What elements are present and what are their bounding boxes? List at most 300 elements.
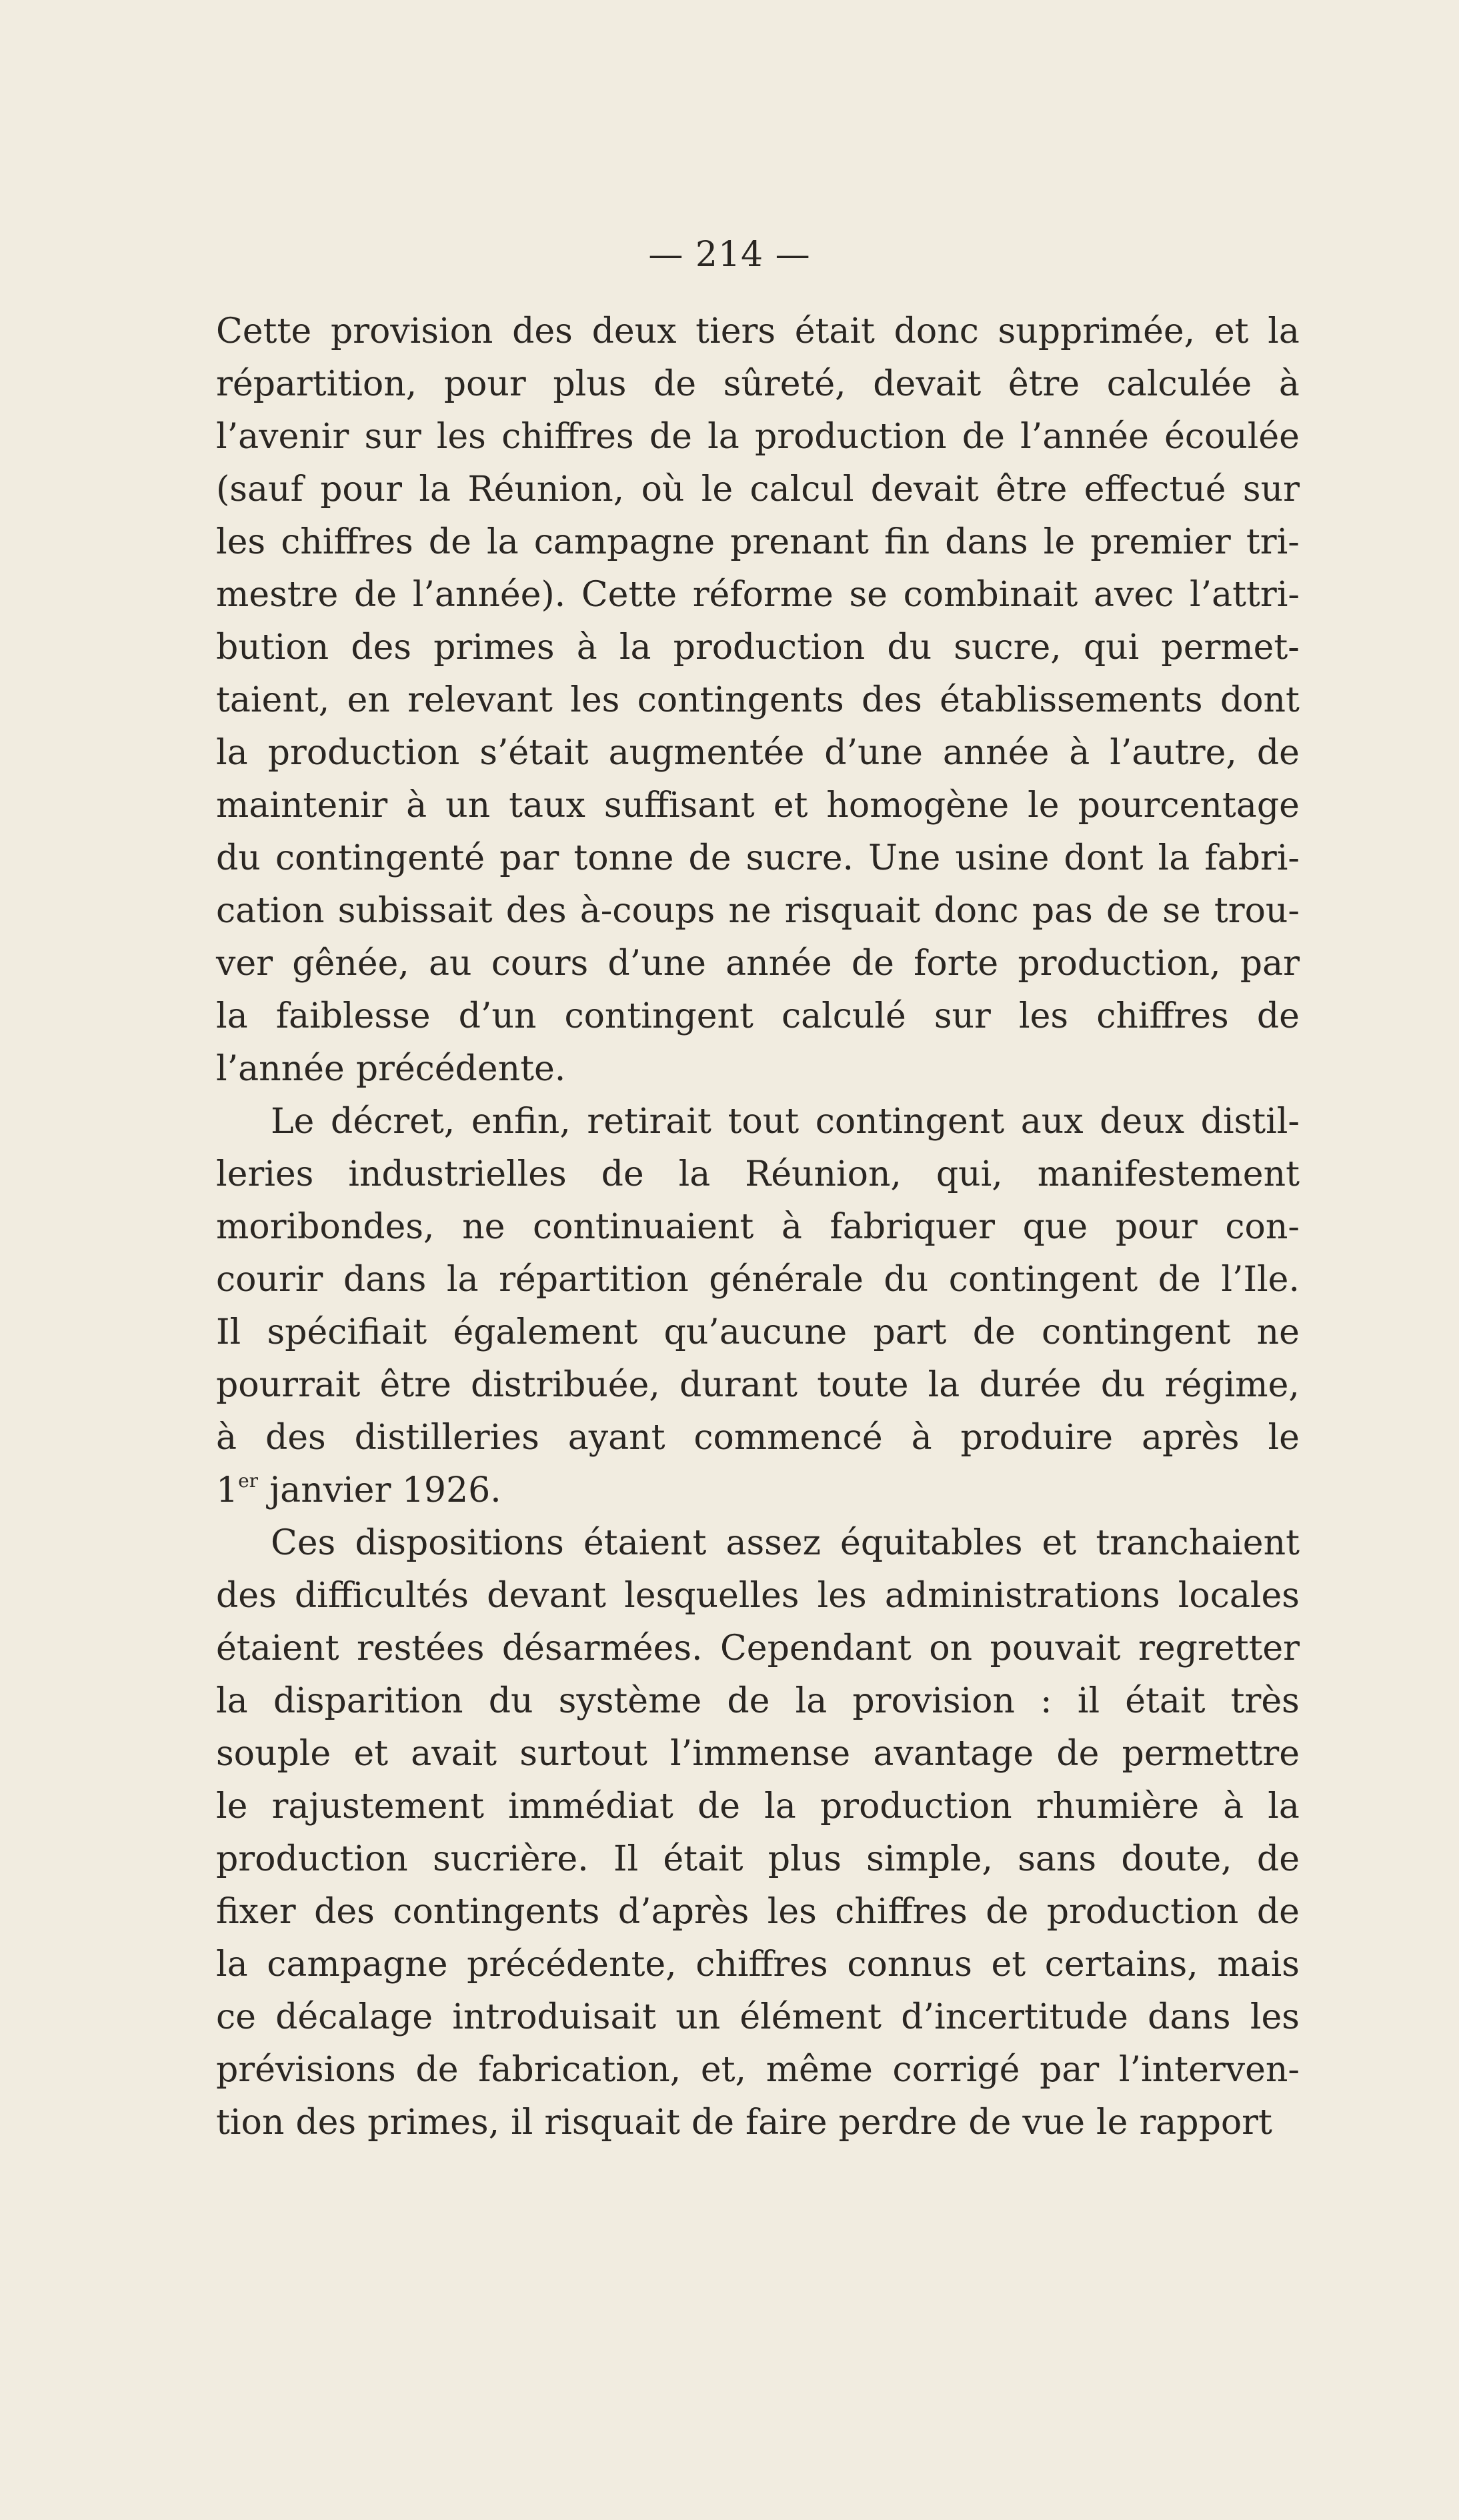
word: production (1046, 1892, 1239, 1932)
text-line-date (216, 1464, 1300, 1517)
word: et (1214, 311, 1249, 351)
word: fabrication, (478, 2050, 681, 2090)
word: par (1240, 944, 1300, 984)
word: l’année (1020, 417, 1149, 457)
word: le (1096, 2103, 1128, 2143)
word: d’une (824, 733, 923, 773)
word: permettre (1122, 1734, 1300, 1774)
date-fragment: 1er (216, 1470, 259, 1510)
word: de (1256, 1892, 1300, 1932)
word: pour (1115, 1207, 1198, 1247)
word: des (351, 627, 411, 668)
word: la (486, 522, 519, 562)
text-line (216, 305, 1300, 358)
word: était (663, 1839, 744, 1879)
word: année (725, 944, 832, 984)
word: de (653, 364, 697, 404)
word: deux (591, 311, 677, 351)
word: des (216, 1576, 277, 1616)
word: de (986, 1892, 1029, 1932)
word: à (576, 627, 597, 668)
word: fixer (216, 1892, 296, 1932)
word: la (446, 1260, 479, 1300)
word: contingent (948, 1260, 1138, 1300)
text-line (216, 2044, 1300, 2097)
word: de (851, 944, 894, 984)
word: Cette (216, 311, 312, 351)
text-line (216, 780, 1300, 832)
word: des (862, 680, 922, 720)
word: distil- (1200, 1102, 1300, 1142)
word: contingent (1042, 1312, 1231, 1352)
word: disparition (273, 1681, 463, 1721)
word: de (688, 838, 732, 878)
word: après (1141, 1418, 1240, 1458)
word: par (1040, 2050, 1100, 2090)
word: enfin, (471, 1102, 571, 1142)
word: immédiat (507, 1786, 673, 1826)
word: être (1008, 364, 1080, 404)
word: cours (491, 944, 589, 984)
word: les (767, 1892, 817, 1932)
word: de (601, 1154, 644, 1194)
text-line (216, 938, 1300, 990)
word: durée (979, 1365, 1082, 1405)
word: la (764, 1786, 796, 1826)
word: toute (817, 1365, 909, 1405)
word: la (928, 1365, 960, 1405)
word: générale (709, 1260, 864, 1300)
word: tout (727, 1102, 800, 1142)
word: campagne (533, 522, 715, 562)
text-line (216, 1359, 1300, 1412)
word: tranchaient (1096, 1523, 1300, 1563)
word: les (436, 417, 486, 457)
word: production (267, 733, 460, 773)
word: plus (768, 1839, 842, 1879)
word: calcul (750, 469, 854, 509)
word: production (754, 417, 947, 457)
text-line (216, 674, 1300, 727)
word: sans (1018, 1839, 1097, 1879)
word: du (887, 627, 932, 668)
word: qui, (936, 1154, 1003, 1194)
word: maintenir (216, 786, 388, 826)
word: chiffres (501, 417, 634, 457)
word: bution (216, 627, 329, 668)
word: sucrière. (432, 1839, 589, 1879)
word: de (428, 522, 471, 562)
word: et (1042, 1523, 1077, 1563)
word: manifestement (1037, 1154, 1300, 1194)
word: à (1278, 364, 1300, 404)
word: risquait (544, 2103, 680, 2143)
word: rajustement (271, 1786, 484, 1826)
word: où (641, 469, 685, 509)
word: les (817, 1576, 867, 1616)
word: de (415, 2050, 459, 2090)
word: établissements (940, 680, 1203, 720)
word: élément (740, 1997, 882, 2037)
word: chiffres (695, 1945, 828, 1985)
word: il (1077, 1681, 1100, 1721)
word: de (649, 417, 692, 457)
word: Cette (581, 575, 677, 615)
word: Il (613, 1839, 639, 1879)
word: système (558, 1681, 702, 1721)
word: de (353, 575, 397, 615)
word: l’avenir (216, 417, 349, 457)
word: difficultés (294, 1576, 469, 1616)
word: courir (216, 1260, 323, 1300)
word: primes (433, 627, 555, 668)
word: d’un (458, 996, 537, 1036)
word: contingents (393, 1892, 600, 1932)
text-line (216, 463, 1300, 516)
word: l’Ile. (1221, 1260, 1300, 1300)
text-line (216, 832, 1300, 885)
word: à (1223, 1786, 1244, 1826)
word: de (1256, 1839, 1300, 1879)
word: taux (509, 786, 585, 826)
word: s’était (479, 733, 589, 773)
word: sûreté, (723, 364, 846, 404)
word: continuaient (533, 1207, 754, 1247)
word: les (570, 680, 620, 720)
word: chiffres (281, 522, 413, 562)
word: étaient (583, 1523, 707, 1563)
word: à (216, 1418, 237, 1458)
word: deux (1100, 1102, 1185, 1142)
word: souple (216, 1734, 331, 1774)
text-line (216, 1728, 1300, 1780)
text-line (216, 1306, 1300, 1359)
word: commencé (693, 1418, 883, 1458)
word: homogène (826, 786, 1010, 826)
word: être (379, 1365, 451, 1405)
word: tion (216, 2103, 285, 2143)
word: subissait (337, 891, 493, 931)
word: la (707, 417, 740, 457)
word: répartition (499, 1260, 689, 1300)
word: certains, (1044, 1945, 1198, 1985)
word: avait (411, 1734, 497, 1774)
word: prévisions (216, 2050, 396, 2090)
word: calculé (781, 996, 906, 1036)
word: la (216, 996, 248, 1036)
word: et (353, 1734, 389, 1774)
word: la (216, 733, 248, 773)
word: augmentée (608, 733, 805, 773)
word: et (991, 1945, 1026, 1985)
word: de (697, 1786, 741, 1826)
word: de (962, 417, 1005, 457)
word: d’une (607, 944, 706, 984)
word: plus (553, 364, 627, 404)
word: de (1256, 733, 1300, 773)
text-line (216, 1570, 1300, 1622)
word: de (968, 2103, 1012, 2143)
word: le (1028, 786, 1060, 826)
word: sucre. (746, 838, 854, 878)
word: avec (1094, 575, 1174, 615)
word: perdre (838, 2103, 958, 2143)
word: cation (216, 891, 325, 931)
word: le (701, 469, 734, 509)
word: part (873, 1312, 947, 1352)
text-line (216, 1096, 1300, 1148)
word: sur (364, 417, 421, 457)
word: la (1268, 311, 1300, 351)
word: précédente, (467, 1945, 677, 1985)
word: ne (728, 891, 772, 931)
word: (sauf (216, 469, 303, 509)
body-text (216, 305, 1300, 2149)
word: contingent (564, 996, 754, 1036)
word: on (929, 1628, 973, 1668)
word: durant (679, 1365, 798, 1405)
text-line (216, 1201, 1300, 1254)
word: répartition, (216, 364, 417, 404)
word: qu’aucune (663, 1312, 848, 1352)
word: était (1125, 1681, 1206, 1721)
date-rest: janvier 1926. (269, 1470, 501, 1510)
word: le (1043, 522, 1076, 562)
word: production, (1018, 944, 1221, 984)
word: spécifiait (267, 1312, 427, 1352)
word: taient, (216, 680, 330, 720)
word: dans (945, 522, 1028, 562)
text-line (216, 1886, 1300, 1939)
word: vue (1022, 2103, 1086, 2143)
page-number: — 214 — (648, 235, 811, 275)
word: régime, (1164, 1365, 1300, 1405)
text-line (216, 569, 1300, 621)
word: l’immense (670, 1734, 851, 1774)
word: la (216, 1681, 248, 1721)
text-line (216, 1939, 1300, 1991)
word: des (265, 1418, 326, 1458)
word: du (488, 1681, 533, 1721)
word: pas (1032, 891, 1093, 931)
word: fin (884, 522, 930, 562)
word: permet- (1161, 627, 1300, 668)
word: décalage (275, 1997, 433, 2037)
word: production (216, 1839, 408, 1879)
word: qui (1083, 627, 1140, 668)
word: se (849, 575, 888, 615)
word: pouvait (990, 1628, 1121, 1668)
word: devait (870, 469, 979, 509)
word: était (794, 311, 875, 351)
word: pour (320, 469, 403, 509)
text-line (216, 516, 1300, 569)
word: aux (1020, 1102, 1084, 1142)
word: faire (745, 2103, 828, 2143)
word: dans (343, 1260, 427, 1300)
word: rhumière (1036, 1786, 1199, 1826)
word: sur (1242, 469, 1300, 509)
word: à (1069, 733, 1090, 773)
word: fabriquer (830, 1207, 995, 1247)
word: les (216, 522, 266, 562)
word: ayant (567, 1418, 665, 1458)
word: chiffres (835, 1892, 968, 1932)
word: Cependant (720, 1628, 912, 1668)
word: mestre (216, 575, 339, 615)
word: donc (934, 891, 1019, 931)
word: l’autre, (1110, 733, 1237, 773)
word: pourcentage (1078, 786, 1300, 826)
word: ver (216, 944, 273, 984)
word: désarmées. (501, 1628, 703, 1668)
text-line (216, 1148, 1300, 1201)
word: relevant (407, 680, 553, 720)
word: contingents (637, 680, 844, 720)
word: simple, (866, 1839, 993, 1879)
word: les (1250, 1997, 1300, 2037)
word: fabri- (1204, 838, 1300, 878)
text-line (216, 1675, 1300, 1728)
word: : (1040, 1681, 1052, 1721)
word: produire (960, 1418, 1114, 1458)
text-line (216, 1622, 1300, 1675)
word: à-coups (579, 891, 715, 931)
word: par (499, 838, 559, 878)
text-line (216, 885, 1300, 938)
word: de (972, 1312, 1016, 1352)
word: lesquelles (624, 1576, 800, 1616)
word: forte (914, 944, 999, 984)
word: restées (356, 1628, 485, 1668)
text-line (216, 1517, 1300, 1570)
word: et, (700, 2050, 747, 2090)
word: les (1019, 996, 1069, 1036)
word: assez (725, 1523, 821, 1563)
word: et (773, 786, 808, 826)
word: décret, (330, 1102, 455, 1142)
word: de (1256, 996, 1300, 1036)
word: ne (1256, 1312, 1300, 1352)
word: devait (873, 364, 982, 404)
word: sur (934, 996, 991, 1036)
word: l’année). (412, 575, 566, 615)
word: corrigé (892, 2050, 1020, 2090)
word: de (691, 2103, 734, 2143)
word: également (453, 1312, 638, 1352)
word: gênée, (292, 944, 409, 984)
word: provision (852, 1681, 1015, 1721)
word: étaient (216, 1628, 339, 1668)
word: Il (216, 1312, 241, 1352)
word: administrations (884, 1576, 1160, 1616)
word: connus (847, 1945, 972, 1985)
word: à (406, 786, 427, 826)
word: dans (1148, 1997, 1231, 2037)
word: tiers (695, 311, 776, 351)
word: avantage (873, 1734, 1034, 1774)
word: con- (1225, 1207, 1300, 1247)
word: ne (462, 1207, 505, 1247)
word: des (314, 1892, 375, 1932)
word: le (1268, 1418, 1300, 1458)
word: la (1158, 838, 1190, 878)
word: la (1268, 1786, 1300, 1826)
text-line (216, 1254, 1300, 1306)
word: se (1162, 891, 1201, 931)
word: regretter (1138, 1628, 1300, 1668)
word: dispositions (355, 1523, 564, 1563)
word: contingent (815, 1102, 1005, 1142)
word: combinait (903, 575, 1078, 615)
word: prenant (730, 522, 869, 562)
word: réforme (692, 575, 834, 615)
word: du (884, 1260, 929, 1300)
word: introduisait (452, 1997, 657, 2037)
word: provision (330, 311, 493, 351)
word: le (216, 1786, 248, 1826)
word: campagne (267, 1945, 448, 1985)
word: tri- (1246, 522, 1300, 562)
word: premier (1090, 522, 1231, 562)
word: il (511, 2103, 533, 2143)
text-line (216, 1991, 1300, 2044)
word: pourrait (216, 1365, 361, 1405)
word: dont (1064, 838, 1144, 878)
word: suffisant (603, 786, 755, 826)
word: à (911, 1418, 932, 1458)
word: la (795, 1681, 828, 1721)
word: écoulée (1164, 417, 1300, 457)
word: risquait (784, 891, 921, 931)
word: primes, (367, 2103, 500, 2143)
text-line (216, 1780, 1300, 1833)
word: chiffres (1096, 996, 1229, 1036)
word: retirait (587, 1102, 711, 1142)
word: effectué (1084, 469, 1226, 509)
word: trou- (1214, 891, 1300, 931)
text-line (216, 1412, 1300, 1464)
word: Une (868, 838, 941, 878)
word: que (1022, 1207, 1088, 1247)
word: au (429, 944, 472, 984)
word: de (1158, 1260, 1201, 1300)
word: dont (1220, 680, 1300, 720)
text-line (216, 727, 1300, 780)
word: la (419, 469, 451, 509)
word: être (996, 469, 1068, 509)
word: moribondes, (216, 1207, 435, 1247)
word: usine (955, 838, 1050, 878)
text-line (216, 2097, 1300, 2149)
word: de (1106, 891, 1150, 931)
word: la (678, 1154, 711, 1194)
word: des (295, 2103, 357, 2143)
word: supprimée, (998, 311, 1196, 351)
word: faiblesse (275, 996, 431, 1036)
word: année (942, 733, 1050, 773)
word: leries (216, 1154, 314, 1194)
word: surtout (519, 1734, 647, 1774)
word: un (445, 786, 491, 826)
text-line (216, 358, 1300, 411)
word: Le (271, 1102, 315, 1142)
text-line (216, 1833, 1300, 1886)
word: tonne (573, 838, 674, 878)
word: la (619, 627, 651, 668)
text-line (216, 990, 1300, 1043)
word: l’année (216, 1049, 345, 1089)
